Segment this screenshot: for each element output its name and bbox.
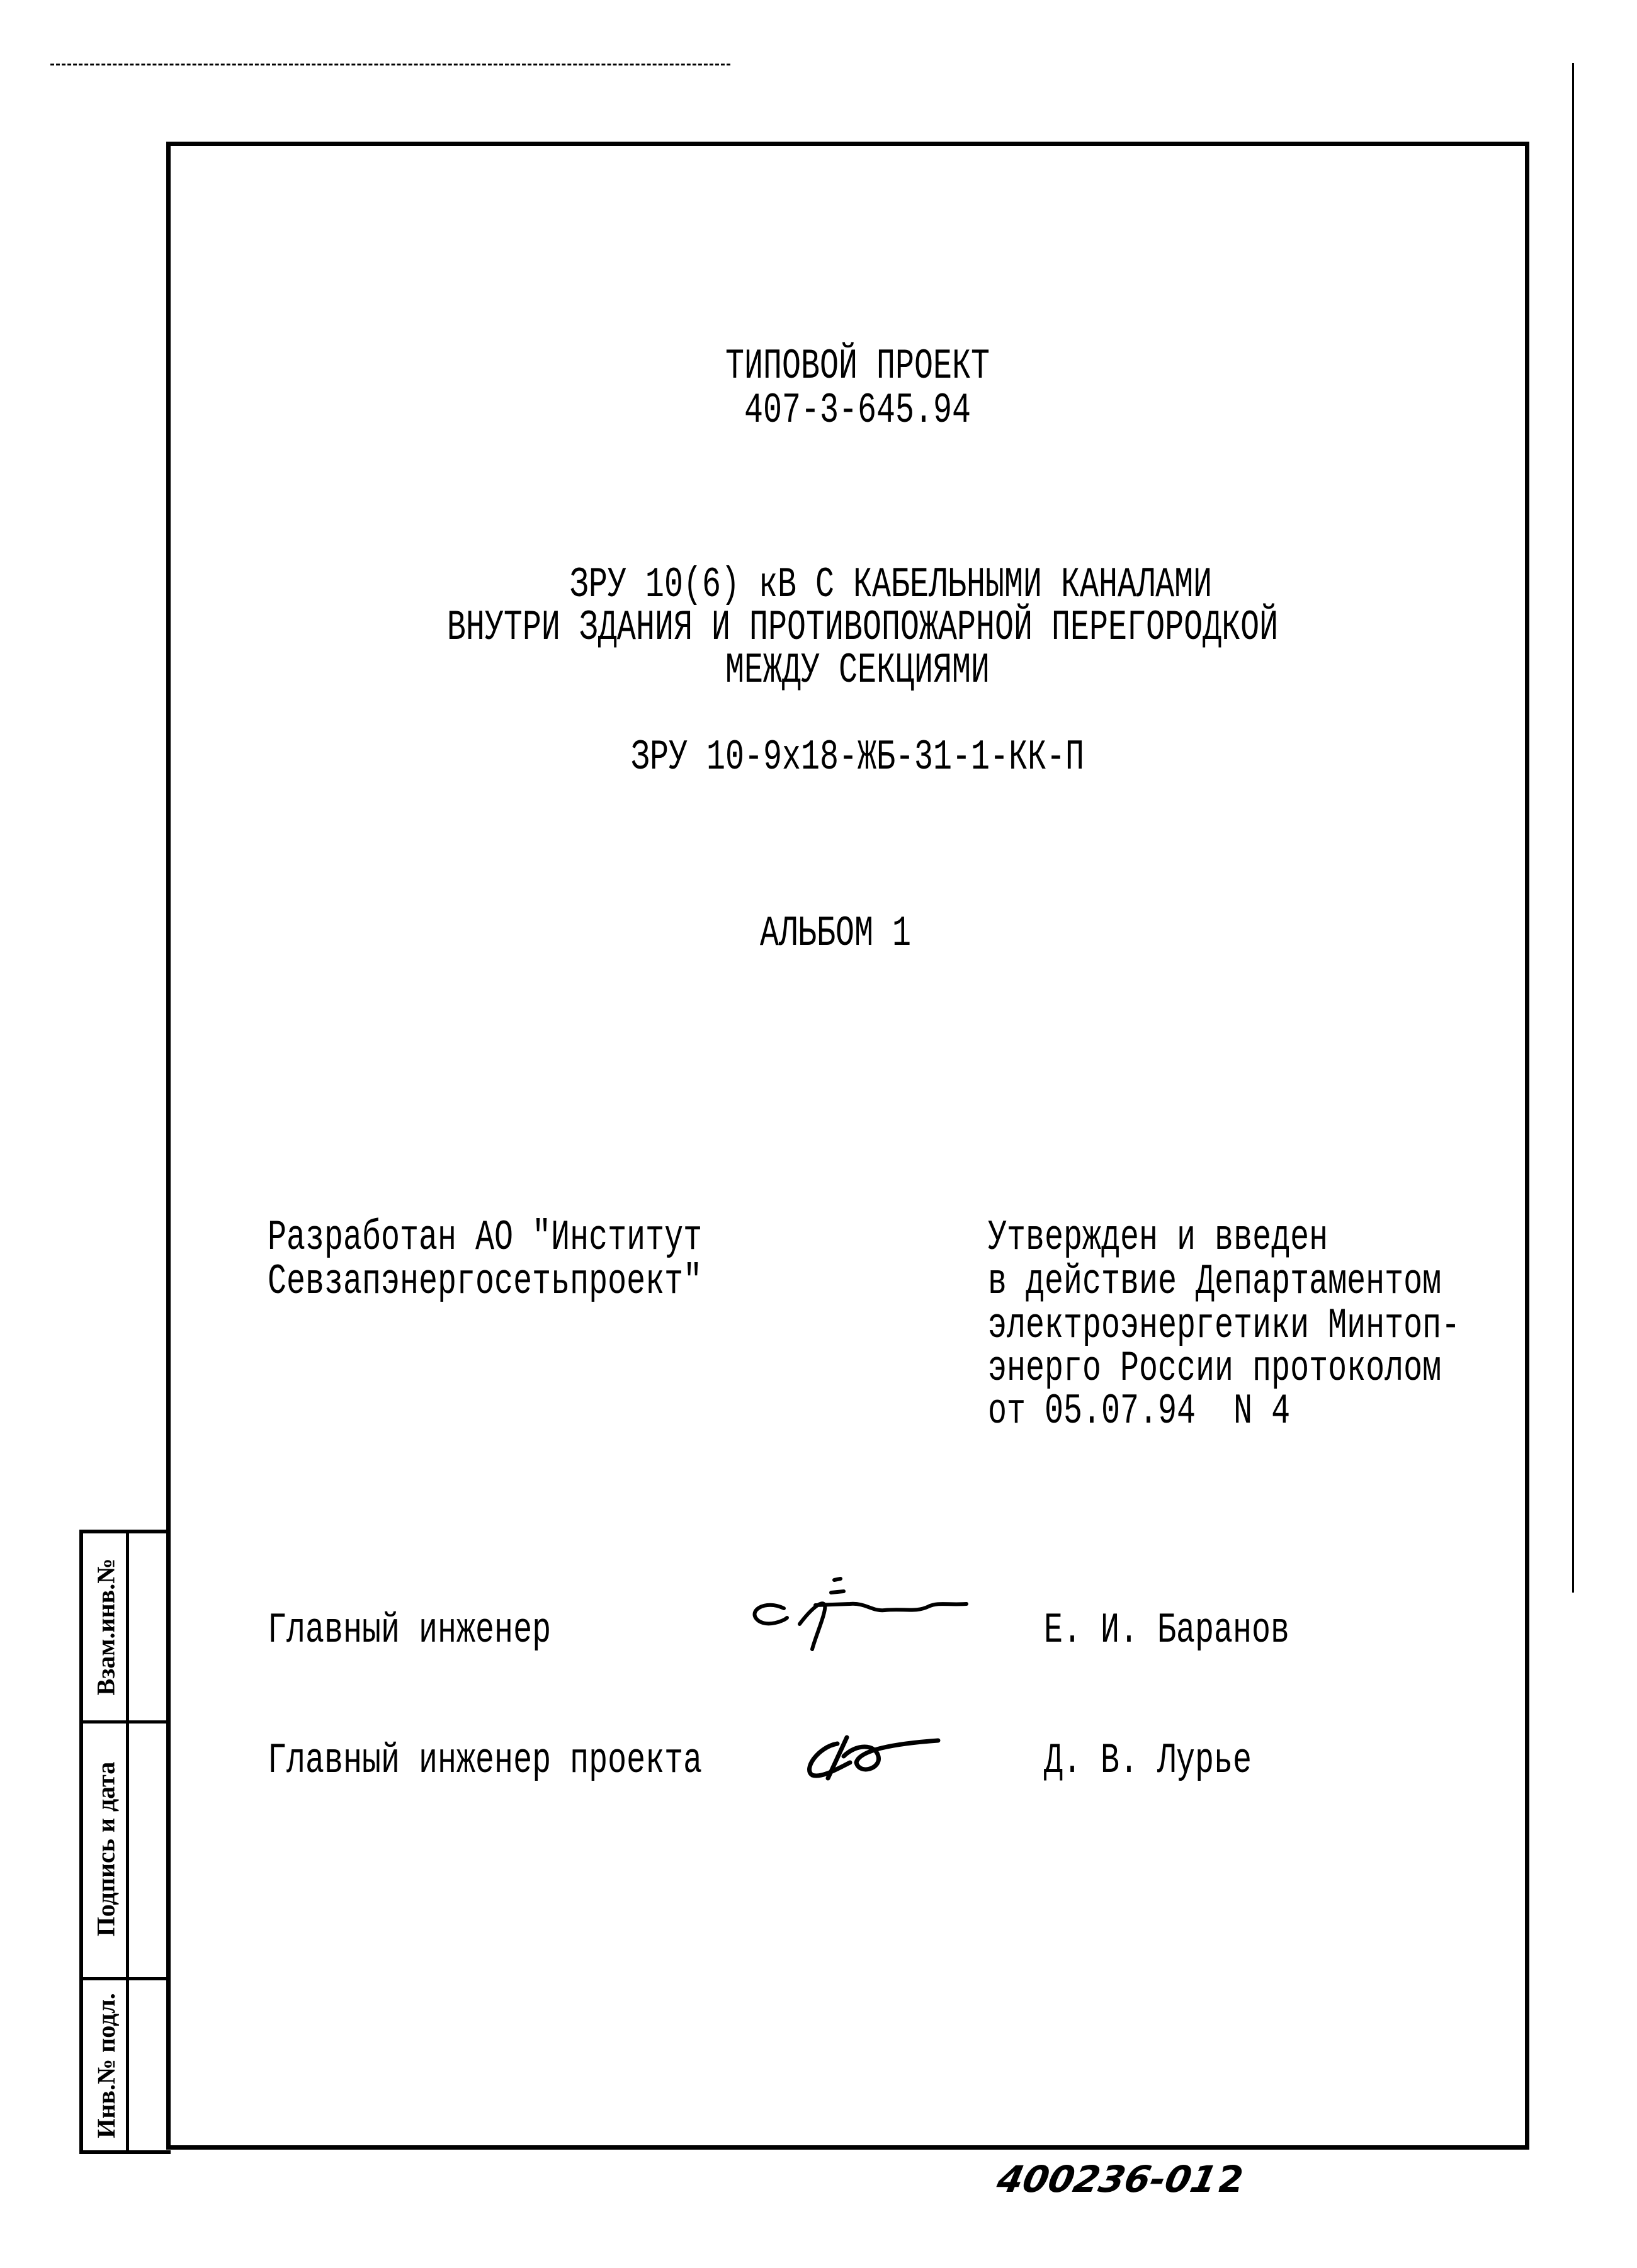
developer-line: Севзапэнергосетьпроект" bbox=[268, 1258, 703, 1307]
top-scan-line bbox=[50, 64, 730, 65]
stamp-label-original-inv bbox=[88, 1977, 123, 2153]
stamp-label-signature-date bbox=[88, 1720, 123, 1977]
stamp-label-replacement-inv bbox=[88, 1533, 123, 1720]
approval-line: энерго России протоколом bbox=[988, 1345, 1442, 1394]
page-frame bbox=[166, 142, 1529, 2150]
stamp-text: Инв.№ подл. bbox=[91, 1992, 120, 2138]
title-line: ВНУТРИ ЗДАНИЯ И ПРОТИВОПОЖАРНОЙ ПЕРЕГОРОДКОЙ bbox=[446, 604, 1279, 653]
project-number: 407-3-645.94 bbox=[744, 386, 971, 436]
signatory-name: Д. В. Лурье bbox=[1044, 1737, 1252, 1786]
page-number: 2 bbox=[1218, 2158, 1244, 2201]
approval-line: электроэнергетики Минтоп- bbox=[988, 1302, 1461, 1351]
stamp-text: Подпись и дата bbox=[91, 1761, 120, 1936]
project-code: ЗРУ 10-9х18-ЖБ-31-1-КК-П bbox=[630, 733, 1085, 782]
approval-line: в действие Департаментом bbox=[988, 1258, 1442, 1307]
stamp-divider bbox=[126, 1533, 129, 2150]
side-stamp bbox=[79, 1530, 171, 2154]
signature-image bbox=[800, 1718, 951, 1788]
signature-image bbox=[740, 1561, 979, 1656]
signature-role: Главный инженер проекта bbox=[268, 1737, 703, 1786]
stamp-text: Взам.инв.№ bbox=[91, 1558, 120, 1696]
signature-role: Главный инженер bbox=[268, 1606, 552, 1656]
project-type: ТИПОВОЙ ПРОЕКТ bbox=[725, 342, 990, 392]
title-line: ЗРУ 10(6) кВ С КАБЕЛЬНЫМИ КАНАЛАМИ bbox=[569, 561, 1213, 610]
right-edge-line bbox=[1572, 63, 1574, 1593]
album-label: АЛЬБОМ 1 bbox=[759, 910, 912, 959]
signatory-name: Е. И. Баранов bbox=[1044, 1606, 1290, 1656]
inventory-number: 400236-01 bbox=[993, 2158, 1221, 2201]
title-line: МЕЖДУ СЕКЦИЯМИ bbox=[725, 646, 990, 696]
approval-line: Утвержден и введен bbox=[988, 1214, 1328, 1263]
developer-line: Разработан АО "Институт bbox=[268, 1214, 703, 1263]
approval-line: от 05.07.94 N 4 bbox=[988, 1387, 1291, 1436]
